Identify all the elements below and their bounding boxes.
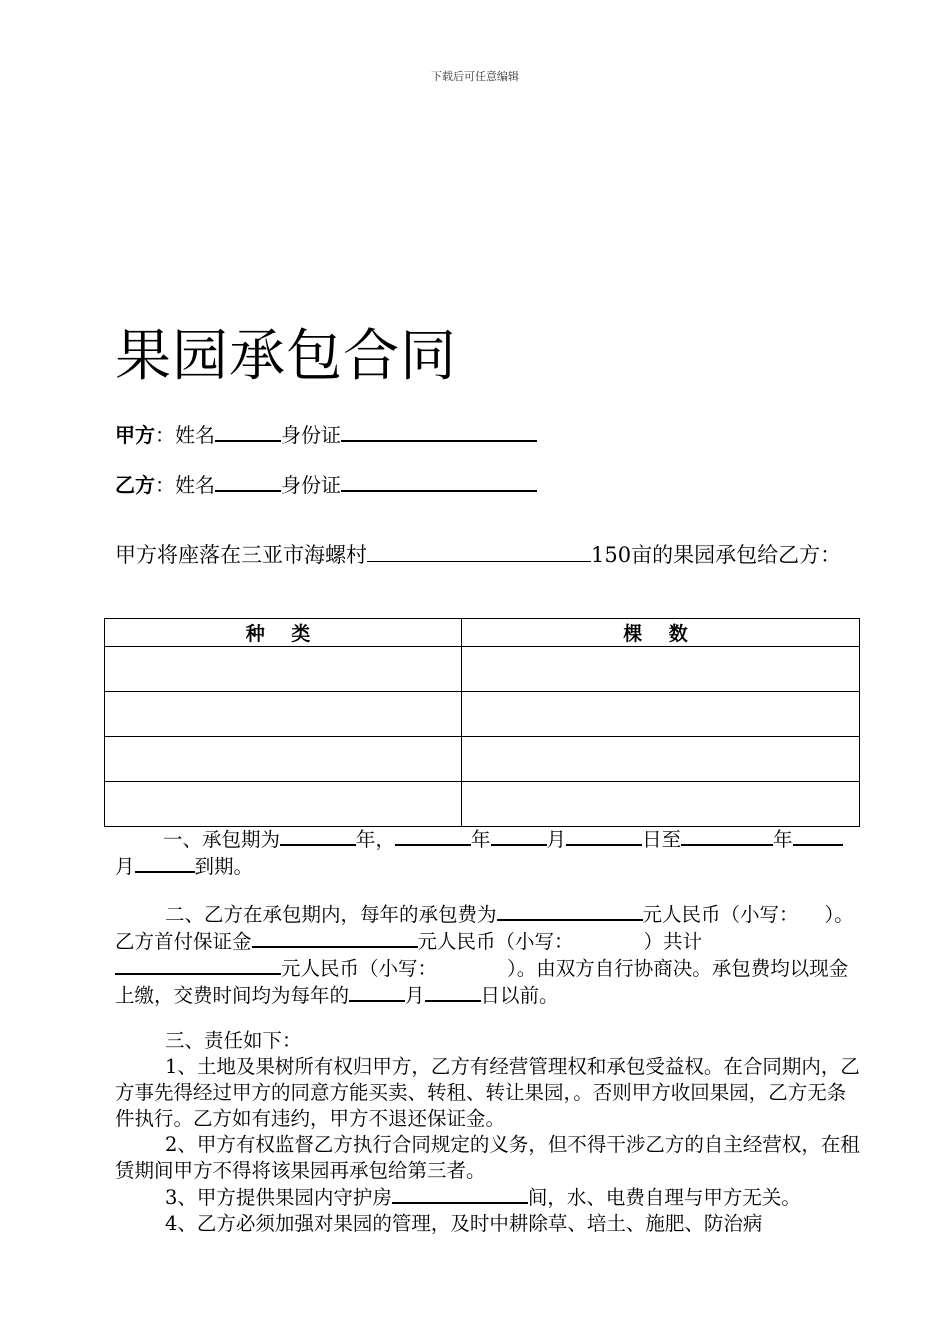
clause-2 (115, 901, 860, 1009)
clause3-item-2: 2、甲方有权监督乙方执行合同规定的义务，但不得干涉乙方的自主经营权，在租赁期间甲方不得将该果园再承包给第三者。 (115, 1133, 860, 1182)
table-cell[interactable] (105, 692, 462, 737)
clause3-item-3a: 3、甲方提供果园内守护房 (165, 1186, 392, 1209)
clause3-item-1: 1、土地及果树所有权归甲方，乙方有经营管理权和承包受益权。在合同期内，乙方事先得经过甲方的同意方能买卖、转租、转让果园，。否则甲方收回果园，乙方无条件执行。乙方如有违约，甲方不退还保证金。 (115, 1055, 860, 1130)
village-location-field[interactable] (367, 541, 591, 562)
party-a-line (115, 420, 537, 448)
deposit-field[interactable] (252, 928, 418, 948)
guard-house-count-field[interactable] (392, 1184, 528, 1204)
end-day-field[interactable] (135, 853, 195, 873)
party-b-name-field[interactable] (215, 470, 281, 492)
table-row (105, 737, 860, 782)
total-amount-field[interactable] (115, 955, 281, 975)
start-month-field[interactable] (491, 826, 547, 846)
end-month-field[interactable] (793, 826, 843, 846)
clause2-text-7: ）。由双方自行协商决。承包费均以现金上缴，交费时间均为每年的 (115, 957, 849, 1007)
intro-area: 150 (591, 543, 632, 567)
start-day-field[interactable] (566, 826, 642, 846)
tree-table (104, 618, 860, 827)
clause2-text-1: 二、乙方在承包期内，每年的承包费为 (165, 903, 497, 926)
clause1-text-7: 月 (115, 855, 135, 878)
table-cell[interactable] (462, 737, 860, 782)
table-header-count: 棵 数 (462, 619, 860, 647)
clause3-heading: 三、责任如下： (165, 1029, 302, 1052)
intro-text-1: 甲方将座落在三亚市海螺村 (115, 543, 367, 567)
party-a-name-field[interactable] (215, 420, 281, 442)
clause2-text-4: 元人民币（小写： (417, 930, 574, 953)
table-row (105, 692, 860, 737)
table-header-row (105, 619, 860, 647)
term-years-field[interactable] (280, 826, 356, 846)
header-note: 下载后可任意编辑 (431, 70, 519, 83)
party-a-id-label: 身份证 (281, 423, 341, 447)
party-b-colon: ： (155, 473, 175, 497)
clause2-text-5: ）共计 (643, 930, 703, 953)
clause1-text-2: 年， (356, 828, 396, 851)
table-cell[interactable] (462, 692, 860, 737)
party-b-name-label: 姓名 (175, 473, 215, 497)
table-cell[interactable] (105, 782, 462, 827)
intro-paragraph (115, 530, 865, 580)
clause1-text-6: 年 (773, 828, 793, 851)
clause3-item-3b: 间，水、电费自理与甲方无关。 (527, 1186, 801, 1209)
clause2-text-8: 月 (405, 984, 425, 1007)
page-title: 果园承包合同 (115, 324, 457, 389)
end-year-field[interactable] (681, 826, 773, 846)
start-year-field[interactable] (395, 826, 471, 846)
table-cell[interactable] (105, 647, 462, 692)
party-b-id-field[interactable] (341, 470, 537, 492)
clause2-text-9: 日以前。 (480, 984, 559, 1007)
party-a-id-field[interactable] (341, 420, 537, 442)
payment-month-field[interactable] (349, 982, 405, 1002)
annual-fee-field[interactable] (497, 901, 643, 921)
table-header-species: 种 类 (105, 619, 462, 647)
party-a-colon: ： (155, 423, 175, 447)
party-a-label: 甲方 (115, 423, 155, 447)
intro-text-2: 亩的果园承包给乙方： (631, 543, 842, 567)
table-cell[interactable] (462, 647, 860, 692)
party-b-id-label: 身份证 (281, 473, 341, 497)
table-row (105, 782, 860, 827)
clause1-text-8: 到期。 (194, 855, 254, 878)
clause1-text-5: 日至 (642, 828, 682, 851)
payment-day-field[interactable] (425, 982, 481, 1002)
clause1-text-3: 年 (471, 828, 491, 851)
table-cell[interactable] (105, 737, 462, 782)
clause2-text-2: 元人民币（小写： (642, 903, 799, 926)
clause-1 (115, 826, 860, 880)
clause-3 (115, 1028, 860, 1237)
clause2-text-6: 元人民币（小写： (281, 957, 438, 980)
clause1-text-4: 月 (546, 828, 567, 851)
clause3-item-4: 4、乙方必须加强对果园的管理，及时中耕除草、培土、施肥、防治病 (165, 1212, 763, 1235)
clause2-text-3: ）。乙方首付保证金 (115, 903, 854, 953)
party-b-label: 乙方 (115, 473, 155, 497)
party-b-line (115, 470, 537, 498)
table-row (105, 647, 860, 692)
party-a-name-label: 姓名 (175, 423, 215, 447)
clause1-text-1: 一、承包期为 (163, 828, 281, 851)
table-cell[interactable] (462, 782, 860, 827)
